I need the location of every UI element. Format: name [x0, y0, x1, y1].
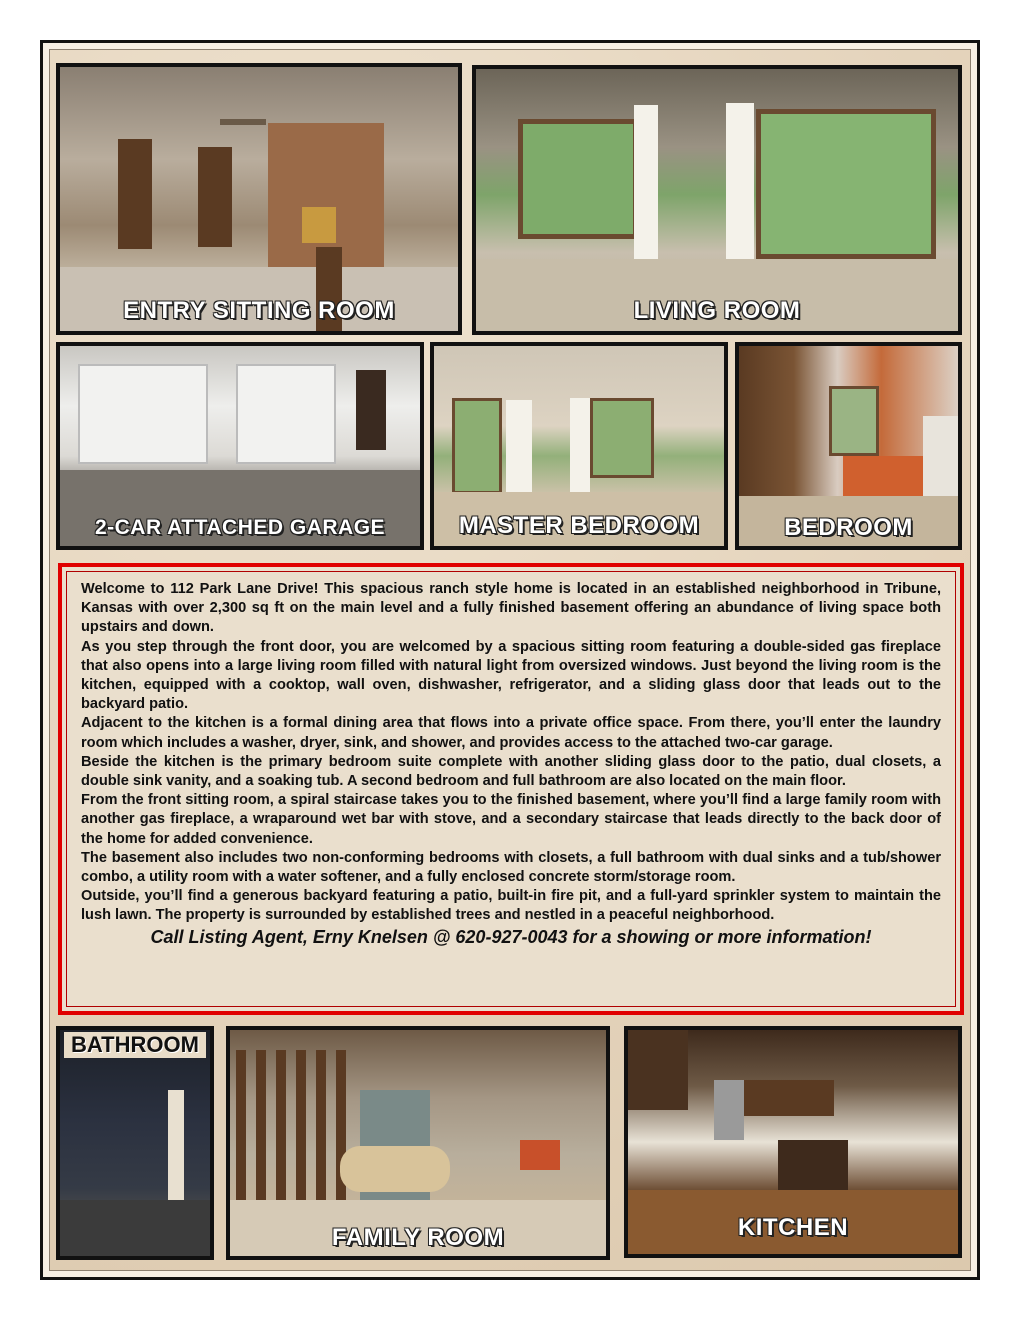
description-paragraph-1: Welcome to 112 Park Lane Drive! This spacious ranch style home is located in an established neighborhood in Tribune, Kansas with over 2,300 sq ft on the main level and a fully finished basement offering an abundance of living space both upstairs and down. [81, 581, 941, 636]
description-paragraph-2: As you step through the front door, you are welcomed by a spacious sitting room featuring a double-sided gas fireplace that also opens into a large living room filled with natural light from oversized windows. Just beyond the living room is the kitchen, equipped with a cooktop, wall oven, dishwasher, refrigerator, and a sliding glass door that leads out to the backyard patio. [81, 638, 941, 713]
call-to-action: Call Listing Agent, Erny Knelsen @ 620-927-0043 for a showing or more information! [150, 926, 872, 947]
description-paragraph-4: Beside the kitchen is the primary bedroom suite complete with another sliding glass door to the patio, dual closets, a double sink vanity, and a soaking tub. A second bedroom and full bathroom are also located on the main floor. [81, 753, 941, 790]
description-paragraph-7: Outside, you’ll find a generous backyard featuring a patio, built-in fire pit, and a full-yard sprinkler system to maintain the lush lawn. The property is surrounded by established trees and nestled in a peaceful neighborhood. [81, 888, 941, 924]
listing-description-box [58, 563, 964, 1015]
description-paragraph-6: The basement also includes two non-conforming bedrooms with closets, a full bathroom with dual sinks and a tub/shower combo, a utility room with a water softener, and a fully enclosed concrete storm/storage room. [81, 849, 941, 886]
living-room-caption: LIVING ROOM [633, 297, 801, 324]
bedroom-photo [735, 342, 962, 550]
garage-photo [56, 342, 424, 550]
living-room-photo [472, 65, 962, 335]
kitchen-caption: KITCHEN [737, 1214, 849, 1241]
kitchen-photo [624, 1026, 962, 1258]
description-paragraph-5: From the front sitting room, a spiral staircase takes you to the finished basement, where you’ll find a large family room with another gas fireplace, a wraparound wet bar with stove, and a secondary staircase that leads directly to the back door of the home for added convenience. [81, 792, 941, 847]
description-paragraph-3: Adjacent to the kitchen is a formal dining area that flows into a private office space. From there, you’ll enter the laundry room which includes a washer, dryer, sink, and shower, and provides access to the attached two-car garage. [81, 715, 941, 751]
entry-sitting-room-caption: ENTRY SITTING ROOM [123, 297, 395, 324]
family-room-caption: FAMILY ROOM [331, 1224, 505, 1251]
master-bedroom-caption: MASTER BEDROOM [458, 512, 700, 539]
family-room-photo [226, 1026, 610, 1260]
master-bedroom-photo [430, 342, 728, 550]
garage-caption: 2-CAR ATTACHED GARAGE [94, 516, 386, 539]
listing-description-inner [66, 571, 956, 1007]
bathroom-caption: BATHROOM [64, 1032, 206, 1058]
bedroom-caption: BEDROOM [784, 514, 913, 541]
entry-sitting-room-photo [56, 63, 462, 335]
bathroom-photo [56, 1026, 214, 1260]
